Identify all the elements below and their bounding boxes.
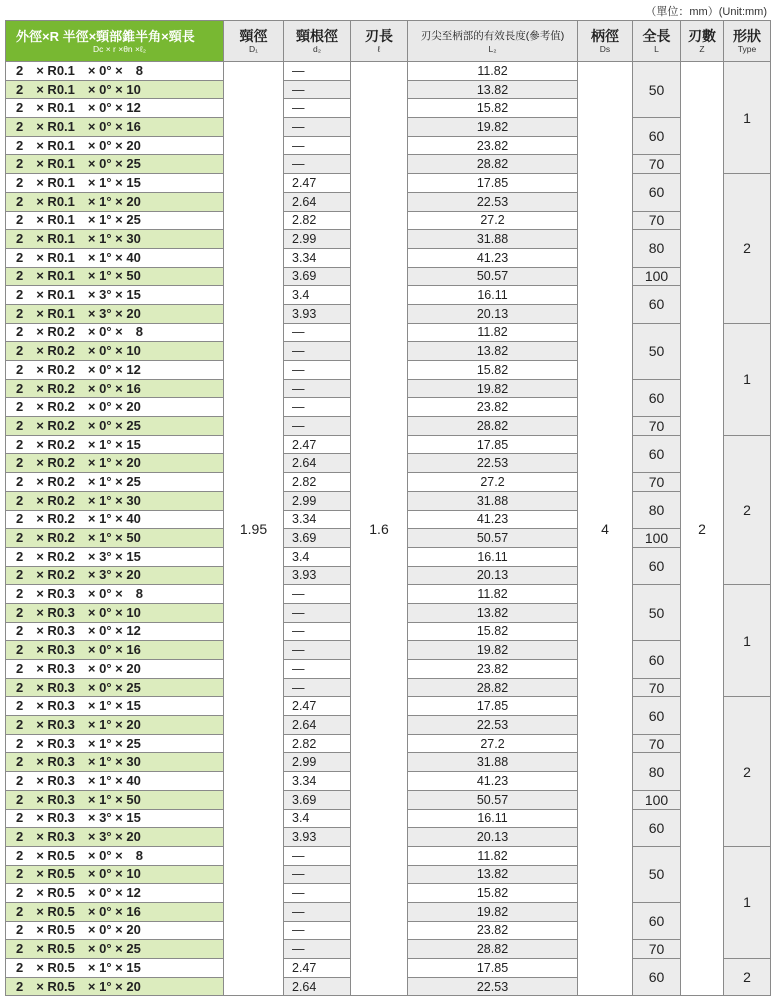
overall-length-cell: 70 <box>633 155 681 174</box>
neck-root-diameter-cell: — <box>284 678 351 697</box>
effective-length-cell: 50.57 <box>408 529 578 548</box>
effective-length-cell: 20.13 <box>408 828 578 847</box>
overall-length-cell: 100 <box>633 267 681 286</box>
spec-cell: 2 × R0.3 × 0° × 12 <box>6 622 224 641</box>
overall-length-cell: 100 <box>633 529 681 548</box>
neck-root-diameter-cell: — <box>284 118 351 137</box>
spec-cell: 2 × R0.2 × 1° × 50 <box>6 529 224 548</box>
header-overall-length: 全長 L <box>633 21 681 62</box>
spec-cell: 2 × R0.3 × 0° × 25 <box>6 678 224 697</box>
overall-length-cell: 60 <box>633 641 681 678</box>
spec-cell: 2 × R0.3 × 3° × 15 <box>6 809 224 828</box>
effective-length-cell: 13.82 <box>408 865 578 884</box>
neck-root-diameter-cell: 2.99 <box>284 230 351 249</box>
neck-root-diameter-cell: 2.99 <box>284 753 351 772</box>
spec-cell: 2 × R0.1 × 1° × 50 <box>6 267 224 286</box>
neck-root-diameter-cell: — <box>284 603 351 622</box>
neck-root-diameter-cell: — <box>284 361 351 380</box>
effective-length-cell: 13.82 <box>408 80 578 99</box>
spec-cell: 2 × R0.3 × 1° × 40 <box>6 772 224 791</box>
neck-root-diameter-cell: 2.47 <box>284 697 351 716</box>
neck-root-diameter-cell: — <box>284 846 351 865</box>
neck-root-diameter-cell: 2.47 <box>284 959 351 978</box>
spec-cell: 2 × R0.1 × 0° × 12 <box>6 99 224 118</box>
flute-length-cell: 1.6 <box>351 62 408 996</box>
neck-root-diameter-cell: 3.4 <box>284 547 351 566</box>
overall-length-cell: 80 <box>633 230 681 267</box>
spec-cell: 2 × R0.2 × 0° × 10 <box>6 342 224 361</box>
effective-length-cell: 41.23 <box>408 772 578 791</box>
effective-length-cell: 28.82 <box>408 417 578 436</box>
neck-root-diameter-cell: 3.93 <box>284 828 351 847</box>
overall-length-cell: 60 <box>633 118 681 155</box>
overall-length-cell: 70 <box>633 211 681 230</box>
effective-length-cell: 22.53 <box>408 192 578 211</box>
neck-root-diameter-cell: 2.99 <box>284 491 351 510</box>
neck-root-diameter-cell: 2.82 <box>284 211 351 230</box>
effective-length-cell: 16.11 <box>408 809 578 828</box>
neck-root-diameter-cell: — <box>284 884 351 903</box>
spec-cell: 2 × R0.5 × 0° × 8 <box>6 846 224 865</box>
neck-root-diameter-cell: — <box>284 379 351 398</box>
effective-length-cell: 31.88 <box>408 230 578 249</box>
neck-root-diameter-cell: — <box>284 902 351 921</box>
effective-length-cell: 23.82 <box>408 398 578 417</box>
table-header-row <box>6 21 771 62</box>
type-cell: 1 <box>724 323 771 435</box>
effective-length-cell: 28.82 <box>408 155 578 174</box>
spec-cell: 2 × R0.2 × 3° × 20 <box>6 566 224 585</box>
effective-length-cell: 11.82 <box>408 62 578 81</box>
spec-cell: 2 × R0.2 × 1° × 25 <box>6 473 224 492</box>
neck-root-diameter-cell: — <box>284 136 351 155</box>
effective-length-cell: 23.82 <box>408 921 578 940</box>
spec-cell: 2 × R0.1 × 1° × 25 <box>6 211 224 230</box>
overall-length-cell: 50 <box>633 323 681 379</box>
effective-length-cell: 17.85 <box>408 174 578 193</box>
neck-root-diameter-cell: 2.64 <box>284 192 351 211</box>
header-neck-root-diameter: 頸根徑 d₂ <box>284 21 351 62</box>
effective-length-cell: 19.82 <box>408 379 578 398</box>
neck-root-diameter-cell: 2.64 <box>284 716 351 735</box>
spec-cell: 2 × R0.1 × 0° × 8 <box>6 62 224 81</box>
neck-root-diameter-cell: 3.34 <box>284 510 351 529</box>
spec-cell: 2 × R0.1 × 0° × 20 <box>6 136 224 155</box>
neck-root-diameter-cell: 2.64 <box>284 977 351 996</box>
header-spec: 外徑×R 半徑×頸部錐半角×頸長 Dc × r ×θn ×ℓ₂ <box>6 21 224 62</box>
table-body <box>6 62 771 996</box>
effective-length-cell: 16.11 <box>408 286 578 305</box>
type-cell: 2 <box>724 435 771 585</box>
spec-cell: 2 × R0.1 × 1° × 30 <box>6 230 224 249</box>
effective-length-cell: 11.82 <box>408 585 578 604</box>
overall-length-cell: 80 <box>633 753 681 790</box>
spec-cell: 2 × R0.2 × 1° × 15 <box>6 435 224 454</box>
effective-length-cell: 17.85 <box>408 697 578 716</box>
neck-root-diameter-cell: — <box>284 622 351 641</box>
effective-length-cell: 19.82 <box>408 902 578 921</box>
neck-root-diameter-cell: — <box>284 641 351 660</box>
overall-length-cell: 60 <box>633 547 681 584</box>
neck-root-diameter-cell: — <box>284 660 351 679</box>
neck-root-diameter-cell: — <box>284 398 351 417</box>
effective-length-cell: 27.2 <box>408 211 578 230</box>
spec-cell: 2 × R0.5 × 0° × 16 <box>6 902 224 921</box>
overall-length-cell: 70 <box>633 417 681 436</box>
effective-length-cell: 31.88 <box>408 491 578 510</box>
effective-length-cell: 11.82 <box>408 846 578 865</box>
shank-diameter-cell: 4 <box>578 62 633 996</box>
neck-root-diameter-cell: — <box>284 865 351 884</box>
effective-length-cell: 20.13 <box>408 304 578 323</box>
effective-length-cell: 23.82 <box>408 136 578 155</box>
type-cell: 1 <box>724 846 771 958</box>
effective-length-cell: 17.85 <box>408 435 578 454</box>
spec-cell: 2 × R0.3 × 1° × 25 <box>6 734 224 753</box>
effective-length-cell: 50.57 <box>408 267 578 286</box>
header-effective-length: 刃尖至柄部的有效長度(參考值) L₂ <box>408 21 578 62</box>
overall-length-cell: 70 <box>633 678 681 697</box>
neck-root-diameter-cell: — <box>284 940 351 959</box>
effective-length-cell: 27.2 <box>408 473 578 492</box>
header-flute-count: 刃數 Z <box>681 21 724 62</box>
effective-length-cell: 16.11 <box>408 547 578 566</box>
spec-cell: 2 × R0.2 × 3° × 15 <box>6 547 224 566</box>
overall-length-cell: 80 <box>633 491 681 528</box>
spec-cell: 2 × R0.2 × 0° × 20 <box>6 398 224 417</box>
effective-length-cell: 19.82 <box>408 641 578 660</box>
overall-length-cell: 50 <box>633 585 681 641</box>
effective-length-cell: 31.88 <box>408 753 578 772</box>
neck-root-diameter-cell: — <box>284 417 351 436</box>
spec-cell: 2 × R0.5 × 0° × 10 <box>6 865 224 884</box>
type-cell: 1 <box>724 585 771 697</box>
overall-length-cell: 50 <box>633 846 681 902</box>
overall-length-cell: 70 <box>633 734 681 753</box>
spec-cell: 2 × R0.1 × 0° × 25 <box>6 155 224 174</box>
spec-cell: 2 × R0.5 × 0° × 20 <box>6 921 224 940</box>
neck-root-diameter-cell: 3.69 <box>284 790 351 809</box>
neck-root-diameter-cell: 2.47 <box>284 435 351 454</box>
overall-length-cell: 70 <box>633 473 681 492</box>
header-shank-diameter: 柄徑 Ds <box>578 21 633 62</box>
neck-root-diameter-cell: — <box>284 921 351 940</box>
neck-root-diameter-cell: — <box>284 99 351 118</box>
type-cell: 2 <box>724 959 771 996</box>
spec-cell: 2 × R0.2 × 1° × 40 <box>6 510 224 529</box>
effective-length-cell: 28.82 <box>408 678 578 697</box>
effective-length-cell: 20.13 <box>408 566 578 585</box>
effective-length-cell: 50.57 <box>408 790 578 809</box>
effective-length-cell: 15.82 <box>408 622 578 641</box>
overall-length-cell: 60 <box>633 959 681 996</box>
spec-cell: 2 × R0.1 × 1° × 15 <box>6 174 224 193</box>
neck-root-diameter-cell: — <box>284 62 351 81</box>
header-type: 形狀 Type <box>724 21 771 62</box>
spec-cell: 2 × R0.5 × 0° × 25 <box>6 940 224 959</box>
overall-length-cell: 60 <box>633 174 681 211</box>
effective-length-cell: 41.23 <box>408 248 578 267</box>
neck-root-diameter-cell: 3.34 <box>284 772 351 791</box>
table-row <box>6 62 771 81</box>
effective-length-cell: 22.53 <box>408 716 578 735</box>
effective-length-cell: 27.2 <box>408 734 578 753</box>
spec-cell: 2 × R0.5 × 1° × 15 <box>6 959 224 978</box>
neck-root-diameter-cell: — <box>284 342 351 361</box>
effective-length-cell: 23.82 <box>408 660 578 679</box>
header-neck-diameter: 頸徑 D₁ <box>224 21 284 62</box>
effective-length-cell: 15.82 <box>408 884 578 903</box>
effective-length-cell: 15.82 <box>408 99 578 118</box>
neck-root-diameter-cell: 2.64 <box>284 454 351 473</box>
neck-root-diameter-cell: 3.4 <box>284 286 351 305</box>
spec-cell: 2 × R0.1 × 0° × 10 <box>6 80 224 99</box>
spec-cell: 2 × R0.5 × 1° × 20 <box>6 977 224 996</box>
spec-cell: 2 × R0.1 × 1° × 20 <box>6 192 224 211</box>
spec-cell: 2 × R0.2 × 0° × 12 <box>6 361 224 380</box>
neck-root-diameter-cell: 3.93 <box>284 304 351 323</box>
overall-length-cell: 60 <box>633 435 681 472</box>
overall-length-cell: 70 <box>633 940 681 959</box>
neck-root-diameter-cell: 3.93 <box>284 566 351 585</box>
neck-root-diameter-cell: — <box>284 155 351 174</box>
effective-length-cell: 13.82 <box>408 342 578 361</box>
spec-cell: 2 × R0.1 × 0° × 16 <box>6 118 224 137</box>
effective-length-cell: 17.85 <box>408 959 578 978</box>
neck-root-diameter-cell: — <box>284 80 351 99</box>
type-cell: 1 <box>724 62 771 174</box>
spec-cell: 2 × R0.3 × 0° × 16 <box>6 641 224 660</box>
effective-length-cell: 28.82 <box>408 940 578 959</box>
unit-note: （單位：mm）(Unit:mm) <box>645 6 767 18</box>
overall-length-cell: 50 <box>633 62 681 118</box>
effective-length-cell: 15.82 <box>408 361 578 380</box>
effective-length-cell: 19.82 <box>408 118 578 137</box>
spec-cell: 2 × R0.3 × 0° × 8 <box>6 585 224 604</box>
spec-cell: 2 × R0.5 × 0° × 12 <box>6 884 224 903</box>
neck-root-diameter-cell: 3.34 <box>284 248 351 267</box>
effective-length-cell: 41.23 <box>408 510 578 529</box>
spec-cell: 2 × R0.1 × 1° × 40 <box>6 248 224 267</box>
overall-length-cell: 60 <box>633 809 681 846</box>
overall-length-cell: 60 <box>633 286 681 323</box>
effective-length-cell: 22.53 <box>408 977 578 996</box>
overall-length-cell: 100 <box>633 790 681 809</box>
spec-cell: 2 × R0.3 × 3° × 20 <box>6 828 224 847</box>
spec-cell: 2 × R0.2 × 0° × 8 <box>6 323 224 342</box>
neck-root-diameter-cell: 3.4 <box>284 809 351 828</box>
header-flute-length: 刃長 ℓ <box>351 21 408 62</box>
neck-root-diameter-cell: 2.47 <box>284 174 351 193</box>
spec-cell: 2 × R0.3 × 0° × 10 <box>6 603 224 622</box>
effective-length-cell: 22.53 <box>408 454 578 473</box>
overall-length-cell: 60 <box>633 379 681 416</box>
effective-length-cell: 13.82 <box>408 603 578 622</box>
spec-cell: 2 × R0.3 × 1° × 15 <box>6 697 224 716</box>
spec-cell: 2 × R0.1 × 3° × 15 <box>6 286 224 305</box>
overall-length-cell: 60 <box>633 902 681 939</box>
overall-length-cell: 60 <box>633 697 681 734</box>
spec-cell: 2 × R0.2 × 1° × 20 <box>6 454 224 473</box>
neck-root-diameter-cell: 3.69 <box>284 529 351 548</box>
spec-cell: 2 × R0.1 × 3° × 20 <box>6 304 224 323</box>
spec-cell: 2 × R0.2 × 1° × 30 <box>6 491 224 510</box>
type-cell: 2 <box>724 697 771 847</box>
type-cell: 2 <box>724 174 771 324</box>
effective-length-cell: 11.82 <box>408 323 578 342</box>
neck-root-diameter-cell: — <box>284 323 351 342</box>
neck-root-diameter-cell: 3.69 <box>284 267 351 286</box>
spec-cell: 2 × R0.2 × 0° × 16 <box>6 379 224 398</box>
spec-cell: 2 × R0.2 × 0° × 25 <box>6 417 224 436</box>
spec-cell: 2 × R0.3 × 1° × 50 <box>6 790 224 809</box>
specification-table <box>5 20 771 996</box>
neck-diameter-cell: 1.95 <box>224 62 284 996</box>
spec-cell: 2 × R0.3 × 1° × 30 <box>6 753 224 772</box>
neck-root-diameter-cell: 2.82 <box>284 473 351 492</box>
spec-cell: 2 × R0.3 × 0° × 20 <box>6 660 224 679</box>
neck-root-diameter-cell: 2.82 <box>284 734 351 753</box>
flute-count-cell: 2 <box>681 62 724 996</box>
neck-root-diameter-cell: — <box>284 585 351 604</box>
spec-cell: 2 × R0.3 × 1° × 20 <box>6 716 224 735</box>
